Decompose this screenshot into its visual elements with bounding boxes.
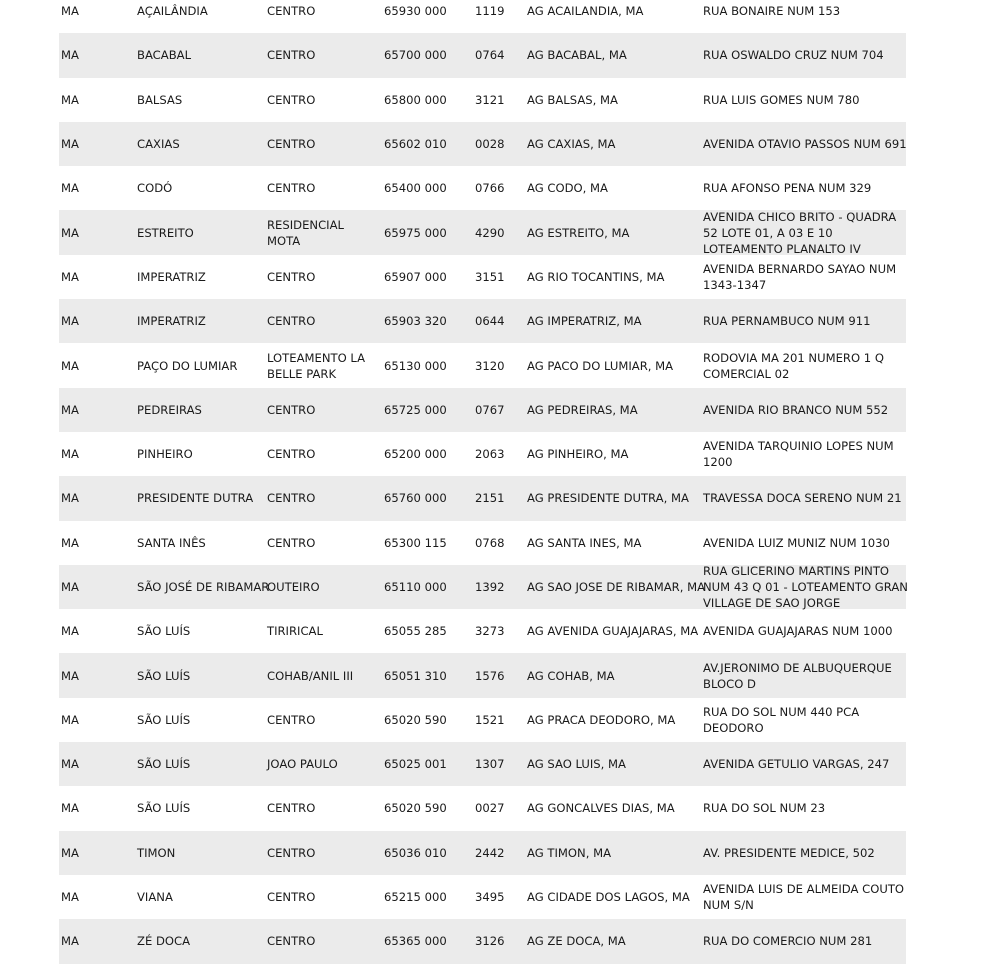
address-cell: RUA DO SOL NUM 23 bbox=[703, 801, 826, 816]
address-cell: RUA OSWALDO CRUZ NUM 704 bbox=[703, 48, 884, 63]
agency-number-cell: 0768 bbox=[475, 535, 505, 550]
state-cell: MA bbox=[61, 137, 79, 152]
agency-name-cell: AG SANTA INES, MA bbox=[527, 535, 642, 550]
address-cell: AVENIDA OTAVIO PASSOS NUM 691 bbox=[703, 137, 907, 152]
agency-name-cell: AG PRACA DEODORO, MA bbox=[527, 712, 676, 727]
agency-name-cell: AG SAO JOSE DE RIBAMAR, MA bbox=[527, 580, 706, 594]
state-cell: MA bbox=[61, 92, 79, 107]
city-cell: CAXIAS bbox=[137, 137, 180, 152]
agency-number-cell: 0028 bbox=[475, 137, 505, 152]
zip-code-cell: 65020 590 bbox=[384, 801, 447, 816]
agency-number-cell: 0027 bbox=[475, 801, 505, 816]
agency-name-cell: AG CAXIAS, MA bbox=[527, 137, 616, 152]
zip-code-cell: 65025 001 bbox=[384, 757, 447, 772]
address-cell: AVENIDA RIO BRANCO NUM 552 bbox=[703, 402, 889, 417]
city-cell: AÇAILÂNDIA bbox=[137, 4, 208, 19]
neighborhood-cell: CENTRO bbox=[267, 137, 316, 152]
table-row bbox=[59, 875, 906, 919]
agency-number-cell: 3273 bbox=[475, 624, 505, 639]
table-row bbox=[59, 476, 906, 520]
agency-name-cell: AG PRESIDENTE DUTRA, MA bbox=[527, 491, 689, 506]
city-cell: SÃO LUÍS bbox=[137, 624, 191, 639]
state-cell: MA bbox=[61, 890, 79, 905]
zip-code-cell: 65020 590 bbox=[384, 712, 447, 727]
agency-number-cell: 3121 bbox=[475, 92, 505, 107]
address-cell: AVENIDA LUIS DE ALMEIDA COUTO NUM S/N bbox=[703, 882, 905, 913]
neighborhood-cell: COHAB/ANIL III bbox=[267, 668, 354, 683]
table-row bbox=[59, 0, 906, 33]
agency-name-cell: AG BALSAS, MA bbox=[527, 92, 618, 107]
address-cell: AVENIDA GETULIO VARGAS, 247 bbox=[703, 757, 890, 772]
agency-number-cell: 3151 bbox=[475, 269, 505, 284]
zip-code-cell: 65300 115 bbox=[384, 535, 447, 550]
address-cell: RUA DO COMERCIO NUM 281 bbox=[703, 934, 873, 949]
address-cell: AVENIDA LUIZ MUNIZ NUM 1030 bbox=[703, 535, 890, 550]
table-row bbox=[59, 831, 906, 875]
address-cell: AVENIDA GUAJAJARAS NUM 1000 bbox=[703, 624, 893, 639]
address-cell: RUA AFONSO PENA NUM 329 bbox=[703, 181, 872, 196]
city-cell: PINHEIRO bbox=[137, 447, 193, 462]
table-row bbox=[59, 565, 906, 609]
state-cell: MA bbox=[61, 402, 79, 417]
address-cell: RUA DO SOL NUM 440 PCA DEODORO bbox=[703, 704, 860, 735]
neighborhood-cell: CENTRO bbox=[267, 92, 316, 107]
zip-code-cell: 65400 000 bbox=[384, 181, 447, 196]
address-cell: AVENIDA TARQUINIO LOPES NUM 1200 bbox=[703, 439, 894, 470]
table-row bbox=[59, 786, 906, 830]
city-cell: TIMON bbox=[137, 845, 176, 860]
table-row bbox=[59, 166, 906, 210]
address-cell: AV. PRESIDENTE MEDICE, 502 bbox=[703, 845, 875, 860]
table-row bbox=[59, 33, 906, 77]
neighborhood-cell: CENTRO bbox=[267, 447, 316, 462]
agency-name-cell: AG PINHEIRO, MA bbox=[527, 447, 629, 462]
zip-code-cell: 65055 285 bbox=[384, 624, 447, 639]
neighborhood-cell: TIRIRICAL bbox=[267, 624, 323, 639]
table-row bbox=[59, 388, 906, 432]
zip-code-cell: 65725 000 bbox=[384, 402, 447, 417]
agency-number-cell: 1307 bbox=[475, 757, 505, 772]
table-row bbox=[59, 432, 906, 476]
address-cell: AVENIDA CHICO BRITO - QUADRA 52 LOTE 01, A 03 E 10 LOTEAMENTO PLANALTO IV bbox=[703, 209, 897, 256]
agency-name-cell: AG ACAILANDIA, MA bbox=[527, 4, 644, 19]
table-row bbox=[59, 521, 906, 565]
table-row bbox=[59, 78, 906, 122]
agency-number-cell: 1521 bbox=[475, 712, 505, 727]
city-cell: SÃO JOSÉ DE RIBAMAR bbox=[137, 580, 270, 594]
neighborhood-cell: CENTRO bbox=[267, 890, 316, 905]
city-cell: SÃO LUÍS bbox=[137, 757, 191, 772]
table-row bbox=[59, 609, 906, 653]
agency-name-cell: AG GONCALVES DIAS, MA bbox=[527, 801, 675, 816]
agency-name-cell: AG SAO LUIS, MA bbox=[527, 757, 626, 772]
state-cell: MA bbox=[61, 48, 79, 63]
agency-number-cell: 2063 bbox=[475, 447, 505, 462]
table-row bbox=[59, 343, 906, 387]
agency-number-cell: 2151 bbox=[475, 491, 505, 506]
zip-code-cell: 65110 000 bbox=[384, 580, 447, 594]
state-cell: MA bbox=[61, 181, 79, 196]
zip-code-cell: 65800 000 bbox=[384, 92, 447, 107]
agency-name-cell: AG TIMON, MA bbox=[527, 845, 612, 860]
zip-code-cell: 65200 000 bbox=[384, 447, 447, 462]
agency-number-cell: 4290 bbox=[475, 225, 505, 240]
table-row bbox=[59, 698, 906, 742]
state-cell: MA bbox=[61, 668, 79, 683]
city-cell: PRESIDENTE DUTRA bbox=[137, 491, 254, 506]
city-cell: IMPERATRIZ bbox=[137, 269, 206, 284]
agency-name-cell: AG ZE DOCA, MA bbox=[527, 934, 626, 949]
agency-name-cell: AG PACO DO LUMIAR, MA bbox=[527, 358, 674, 373]
agency-number-cell: 3126 bbox=[475, 934, 505, 949]
city-cell: SÃO LUÍS bbox=[137, 801, 191, 816]
table-row bbox=[59, 299, 906, 343]
city-cell: CODÓ bbox=[137, 181, 173, 196]
zip-code-cell: 65700 000 bbox=[384, 48, 447, 63]
agency-number-cell: 1392 bbox=[475, 580, 505, 594]
agency-name-cell: AG AVENIDA GUAJAJARAS, MA bbox=[527, 624, 699, 639]
city-cell: PEDREIRAS bbox=[137, 402, 202, 417]
neighborhood-cell: CENTRO bbox=[267, 934, 316, 949]
neighborhood-cell: CENTRO bbox=[267, 4, 316, 19]
neighborhood-cell: CENTRO bbox=[267, 801, 316, 816]
city-cell: PAÇO DO LUMIAR bbox=[137, 358, 238, 373]
neighborhood-cell: CENTRO bbox=[267, 845, 316, 860]
city-cell: ZÉ DOCA bbox=[137, 934, 191, 949]
city-cell: IMPERATRIZ bbox=[137, 314, 206, 329]
state-cell: MA bbox=[61, 712, 79, 727]
agency-number-cell: 0766 bbox=[475, 181, 505, 196]
agency-number-cell: 1119 bbox=[475, 4, 505, 19]
city-cell: BALSAS bbox=[137, 92, 183, 107]
agency-number-cell: 3495 bbox=[475, 890, 505, 905]
city-cell: VIANA bbox=[137, 890, 173, 905]
agency-number-cell: 2442 bbox=[475, 845, 505, 860]
neighborhood-cell: CENTRO bbox=[267, 269, 316, 284]
zip-code-cell: 65130 000 bbox=[384, 358, 447, 373]
zip-code-cell: 65760 000 bbox=[384, 491, 447, 506]
state-cell: MA bbox=[61, 4, 79, 19]
city-cell: BACABAL bbox=[137, 48, 192, 63]
neighborhood-cell: CENTRO bbox=[267, 712, 316, 727]
address-cell: RUA LUIS GOMES NUM 780 bbox=[703, 92, 860, 107]
agency-table bbox=[59, 0, 906, 964]
address-cell: RUA PERNAMBUCO NUM 911 bbox=[703, 314, 871, 329]
agency-name-cell: AG CIDADE DOS LAGOS, MA bbox=[527, 890, 690, 905]
zip-code-cell: 65903 320 bbox=[384, 314, 447, 329]
state-cell: MA bbox=[61, 845, 79, 860]
address-cell: RUA GLICERINO MARTINS PINTO NUM 43 Q 01 - LOTEAMENTO GRAN VILLAGE DE SAO JORGE bbox=[703, 564, 908, 611]
state-cell: MA bbox=[61, 269, 79, 284]
neighborhood-cell: CENTRO bbox=[267, 181, 316, 196]
zip-code-cell: 65907 000 bbox=[384, 269, 447, 284]
state-cell: MA bbox=[61, 358, 79, 373]
zip-code-cell: 65036 010 bbox=[384, 845, 447, 860]
neighborhood-cell: OUTEIRO bbox=[267, 580, 320, 594]
neighborhood-cell: CENTRO bbox=[267, 48, 316, 63]
neighborhood-cell: CENTRO bbox=[267, 491, 316, 506]
neighborhood-cell: JOAO PAULO bbox=[267, 757, 338, 772]
city-cell: SANTA INÊS bbox=[137, 535, 206, 550]
table-row bbox=[59, 210, 906, 254]
zip-code-cell: 65930 000 bbox=[384, 4, 447, 19]
state-cell: MA bbox=[61, 757, 79, 772]
agency-name-cell: AG BACABAL, MA bbox=[527, 48, 627, 63]
city-cell: ESTREITO bbox=[137, 225, 194, 240]
state-cell: MA bbox=[61, 314, 79, 329]
state-cell: MA bbox=[61, 225, 79, 240]
zip-code-cell: 65602 010 bbox=[384, 137, 447, 152]
agency-name-cell: AG PEDREIRAS, MA bbox=[527, 402, 638, 417]
state-cell: MA bbox=[61, 447, 79, 462]
agency-number-cell: 0764 bbox=[475, 48, 505, 63]
neighborhood-cell: CENTRO bbox=[267, 314, 316, 329]
agency-name-cell: AG RIO TOCANTINS, MA bbox=[527, 269, 665, 284]
table-row bbox=[59, 742, 906, 786]
zip-code-cell: 65215 000 bbox=[384, 890, 447, 905]
zip-code-cell: 65975 000 bbox=[384, 225, 447, 240]
state-cell: MA bbox=[61, 580, 79, 594]
address-cell: AVENIDA BERNARDO SAYAO NUM 1343-1347 bbox=[703, 261, 897, 292]
state-cell: MA bbox=[61, 535, 79, 550]
agency-number-cell: 0767 bbox=[475, 402, 505, 417]
state-cell: MA bbox=[61, 801, 79, 816]
state-cell: MA bbox=[61, 624, 79, 639]
state-cell: MA bbox=[61, 934, 79, 949]
address-cell: RUA BONAIRE NUM 153 bbox=[703, 4, 841, 19]
table-row bbox=[59, 919, 906, 963]
agency-name-cell: AG CODO, MA bbox=[527, 181, 608, 196]
neighborhood-cell: RESIDENCIAL MOTA bbox=[267, 217, 344, 248]
address-cell: RODOVIA MA 201 NUMERO 1 Q COMERCIAL 02 bbox=[703, 350, 884, 381]
state-cell: MA bbox=[61, 491, 79, 506]
agency-name-cell: AG COHAB, MA bbox=[527, 668, 615, 683]
neighborhood-cell: CENTRO bbox=[267, 402, 316, 417]
table-row bbox=[59, 255, 906, 299]
agency-number-cell: 3120 bbox=[475, 358, 505, 373]
agency-name-cell: AG IMPERATRIZ, MA bbox=[527, 314, 642, 329]
zip-code-cell: 65365 000 bbox=[384, 934, 447, 949]
address-cell: AV.JERONIMO DE ALBUQUERQUE BLOCO D bbox=[703, 660, 892, 691]
table-row bbox=[59, 122, 906, 166]
neighborhood-cell: LOTEAMENTO LA BELLE PARK bbox=[267, 350, 366, 381]
zip-code-cell: 65051 310 bbox=[384, 668, 447, 683]
city-cell: SÃO LUÍS bbox=[137, 712, 191, 727]
city-cell: SÃO LUÍS bbox=[137, 668, 191, 683]
agency-number-cell: 1576 bbox=[475, 668, 505, 683]
table-row bbox=[59, 653, 906, 697]
neighborhood-cell: CENTRO bbox=[267, 535, 316, 550]
agency-number-cell: 0644 bbox=[475, 314, 505, 329]
address-cell: TRAVESSA DOCA SERENO NUM 21 bbox=[703, 491, 902, 506]
agency-name-cell: AG ESTREITO, MA bbox=[527, 225, 630, 240]
